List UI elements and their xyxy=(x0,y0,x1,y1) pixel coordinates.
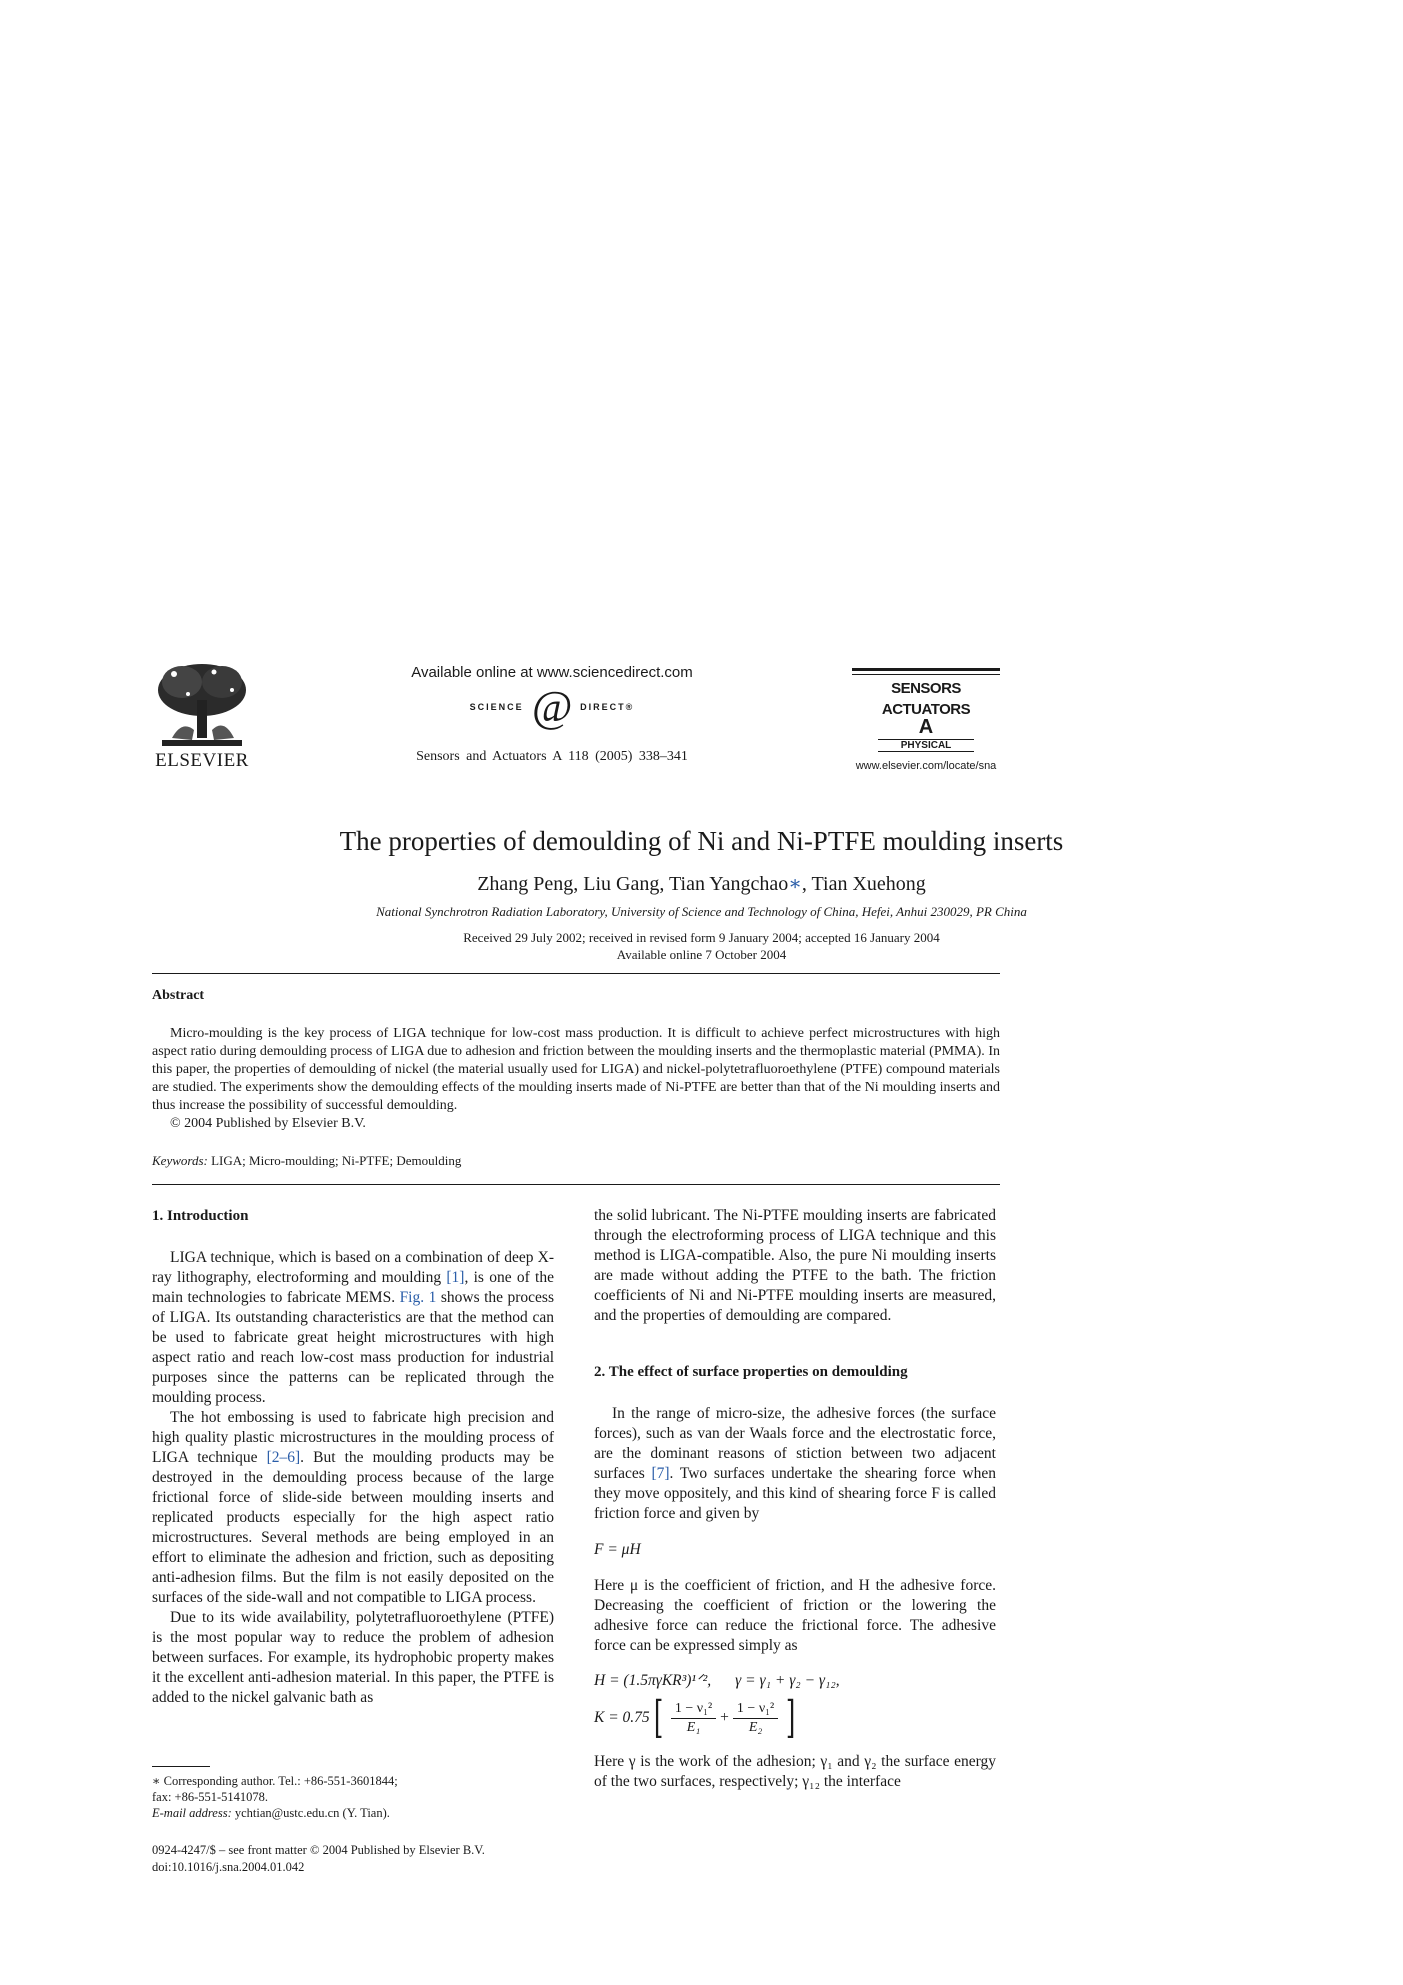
equation-adhesive-force xyxy=(594,1668,996,1742)
fraction-1 xyxy=(671,1700,716,1737)
intro-paragraph-1 xyxy=(152,1248,554,1408)
affiliation: National Synchrotron Radiation Laboratory, University of Science and Technology of China, Hefei, Anhui 230029, PR China xyxy=(376,904,1027,919)
footnote-line-2: fax: +86-551-5141078. xyxy=(152,1790,269,1804)
logo-rule-thin xyxy=(852,674,1000,675)
ref-link[interactable]: [1] xyxy=(446,1269,465,1286)
sd-at-icon: @ xyxy=(531,682,573,731)
left-bracket: [ xyxy=(653,1692,663,1743)
elsevier-logo xyxy=(152,660,252,775)
intro-paragraph-3: Due to its wide availability, polytetrafluoroethylene (PTFE) is the most popular way to reduce the problem of adhesion between surfaces. For example, its hydrophobic property makes it the excellent anti-adhesion material. In this paper, the PTFE is added to the nickel galvanic bath as xyxy=(152,1609,554,1706)
sciencedirect-logo xyxy=(372,682,732,731)
ref-link[interactable]: [2–6] xyxy=(266,1449,301,1466)
corresponding-author-link[interactable]: ∗ xyxy=(788,873,802,895)
fraction-1-denominator: E₁ xyxy=(686,1719,701,1735)
issn-line: 0924-4247/$ – see front matter © 2004 Published by Elsevier B.V. xyxy=(152,1843,485,1857)
logo-physical: PHYSICAL xyxy=(878,739,974,752)
text-run: , is one of the main technologies to fabricate MEMS. xyxy=(152,1269,554,1306)
sd-right-text: DIRECT® xyxy=(580,702,635,712)
fraction-2-numerator: 1 − ν₁² xyxy=(733,1700,778,1719)
footnote-line-1: ∗ Corresponding author. Tel.: +86-551-3601844; xyxy=(152,1774,398,1788)
footnote xyxy=(152,1773,554,1821)
right-bracket: ] xyxy=(786,1692,796,1743)
abstract-top-rule xyxy=(152,973,1000,974)
equation-h: H = (1.5πγKR³)¹ᐟ², xyxy=(594,1672,712,1689)
abstract-text: Micro-moulding is the key process of LIGA technique for low-cost mass production. It is difficult to achieve perfect microstructures with high aspect ratio during demoulding process of LIGA due to adhesion and friction between the moulding inserts and the thermoplastic material (PMMA). In this paper, the properties of demoulding of nickel (the material usually used for LIGA) and nickel-polytetrafluoroethylene (PTFE) compound materials are studied. The experiments show the demoulding effects of the moulding inserts made of Ni-PTFE are better than that of the Ni moulding inserts and thus increase the possibility of successful demoulding. xyxy=(152,1026,1000,1113)
abstract-heading: Abstract xyxy=(152,988,205,1003)
available-date: Available online 7 October 2004 xyxy=(616,947,787,962)
section-1-heading: 1. Introduction xyxy=(152,1208,249,1224)
text-run: In the range of micro-size, the adhesive forces (the surface forces), such as van der Waals force and the electrostatic force, are the dominant reasons of stiction between two adjacent surfaces xyxy=(594,1405,996,1482)
publisher-name: ELSEVIER xyxy=(155,750,249,771)
abstract-body xyxy=(152,1025,1000,1133)
article-dates xyxy=(0,929,1403,963)
text-run: shows the process of LIGA. Its outstanding characteristics are that the method can be used to fabricate great height microstructures with high aspect ratio and reach low-cost mass production for industrial purposes since the patterns can be replicated through the moulding process. xyxy=(152,1289,554,1406)
logo-letter: A xyxy=(918,716,934,738)
authors-after: , Tian Xuehong xyxy=(801,873,926,895)
section-2-paragraph-2: Here μ is the coefficient of friction, and H the adhesive force. Decreasing the coefficient of friction or the lowering the adhesive force can reduce the frictional force. The adhesive force can be expressed simply as xyxy=(594,1577,996,1654)
center-header xyxy=(372,660,732,765)
text-run: The hot embossing is used to fabricate high precision and high quality plastic microstructures in the moulding process of LIGA technique xyxy=(152,1409,554,1466)
equation-friction: F = μH xyxy=(594,1541,641,1558)
equation-k-lhs: K = 0.75 xyxy=(594,1709,650,1726)
equation-line-2 xyxy=(594,1694,996,1742)
fraction-1-numerator: 1 − ν₁² xyxy=(671,1700,716,1719)
section-2-paragraph-1 xyxy=(594,1404,996,1524)
right-column xyxy=(594,1206,996,1792)
journal-header xyxy=(152,660,1000,790)
journal-citation: Sensors and Actuators A 118 (2005) 338–341 xyxy=(416,749,688,764)
figure-link[interactable]: Fig. 1 xyxy=(399,1289,437,1306)
fraction-2 xyxy=(733,1700,778,1737)
keywords-label: Keywords: xyxy=(152,1153,208,1168)
equation-line-1 xyxy=(594,1668,996,1694)
sensors-actuators-logo xyxy=(852,668,1000,772)
elsevier-tree-logo xyxy=(152,660,252,748)
keywords xyxy=(152,1153,461,1169)
article-title: The properties of demoulding of Ni and Ni-PTFE moulding inserts xyxy=(339,826,1064,856)
ref-link[interactable]: [7] xyxy=(651,1465,670,1482)
abstract-copyright: © 2004 Published by Elsevier B.V. xyxy=(170,1116,366,1131)
logo-sensors: SENSORS xyxy=(891,680,961,697)
email-label: E-mail address: xyxy=(152,1806,232,1820)
footnote-email-line xyxy=(152,1805,554,1821)
abstract-bottom-rule xyxy=(152,1184,1000,1185)
equation-gamma: γ = γ₁ + γ₂ − γ₁₂, xyxy=(735,1672,840,1689)
journal-url[interactable]: www.elsevier.com/locate/sna xyxy=(855,760,997,772)
text-run: . Two surfaces undertake the shearing force when they move oppositely, and this kind of shearing force F is called friction force and given by xyxy=(594,1465,996,1522)
text-run: . But the moulding products may be destroyed in the demoulding process because of the large frictional force of slide-side between moulding inserts and replicated products especially for the high aspect ratio microstructures. Several methods are being employed in an effort to eliminate the adhesion and friction, such as depositing anti-adhesion films. But the film is not easily deposited on the surfaces of the side-wall and not compatible to LIGA process. xyxy=(152,1449,554,1606)
author-list xyxy=(0,871,1403,896)
logo-rule xyxy=(852,668,1000,671)
email-address[interactable]: ychtian@ustc.edu.cn (Y. Tian). xyxy=(231,1806,390,1820)
sd-left-text: SCIENCE xyxy=(469,702,524,712)
section-2-paragraph-3: Here γ is the work of the adhesion; γ₁ and γ₂ the surface energy of the two surfaces, respectively; γ₁₂ the interface xyxy=(594,1753,996,1790)
left-column xyxy=(152,1206,554,1708)
logo-actuators: ACTUATORS xyxy=(881,701,971,718)
footnote-rule xyxy=(152,1766,210,1767)
section-2-heading: 2. The effect of surface properties on demoulding xyxy=(594,1364,908,1380)
doi-line[interactable]: doi:10.1016/j.sna.2004.01.042 xyxy=(152,1860,305,1874)
available-online-text[interactable]: Available online at www.sciencedirect.com xyxy=(411,664,693,681)
authors-before: Zhang Peng, Liu Gang, Tian Yangchao xyxy=(477,873,789,895)
keywords-list: LIGA; Micro-moulding; Ni-PTFE; Demoulding xyxy=(211,1153,462,1168)
intro-paragraph-2 xyxy=(152,1408,554,1608)
fraction-2-denominator: E₂ xyxy=(748,1719,763,1735)
text-run: LIGA technique, which is based on a combination of deep X-ray lithography, electroforming and moulding xyxy=(152,1249,554,1286)
bottom-info xyxy=(152,1842,485,1876)
received-dates: Received 29 July 2002; received in revised form 9 January 2004; accepted 16 January 2004 xyxy=(463,930,940,945)
intro-paragraph-4: the solid lubricant. The Ni-PTFE moulding inserts are fabricated through the electroforming process of LIGA technique and this method is LIGA-compatible. Also, the pure Ni moulding inserts are made without adding the PTFE to the bath. The friction coefficients of Ni and Ni-PTFE moulding inserts are measured, and the properties of demoulding are compared. xyxy=(594,1207,996,1324)
plus-sign: + xyxy=(720,1709,729,1726)
